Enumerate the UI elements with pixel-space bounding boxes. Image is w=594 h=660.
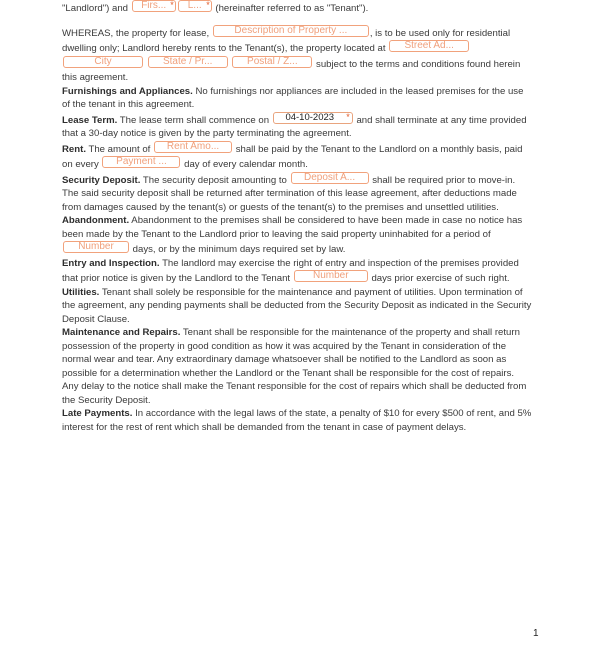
- whereas-text-2: , is to be used only for residential dwelling only; Landlord hereby rents to the Tenant(s), the property located at: [62, 27, 511, 54]
- late-payments-heading: Late Payments.: [62, 408, 133, 419]
- security-deposit-heading: Security Deposit.: [62, 174, 141, 186]
- lease-term-heading: Lease Term.: [62, 114, 118, 126]
- deposit-amount-field[interactable]: Deposit A...: [291, 172, 369, 184]
- utilities-heading: Utilities.: [62, 286, 100, 298]
- entry-inspection-paragraph: [62, 257, 532, 286]
- state-province-field[interactable]: State / Pr...: [148, 56, 228, 68]
- abandonment-days-field[interactable]: Number: [63, 241, 129, 253]
- lease-term-paragraph: [62, 112, 532, 141]
- intro-suffix: (hereinafter referred to as "Tenant").: [215, 3, 369, 14]
- abandonment-text-1: Abandonment to the premises shall be considered to have been made in case no notice has been made by the Tenant to the Landlord prior to leaving the said property uninhabited for a period of: [62, 215, 523, 240]
- maintenance-heading: Maintenance and Repairs.: [62, 327, 181, 338]
- rent-text-2: shall be paid by the Tenant to the Landlord on a monthly basis, paid on every: [62, 143, 523, 170]
- property-description-field[interactable]: Description of Property ...: [213, 25, 369, 37]
- maintenance-text: Tenant shall be responsible for the maintenance of the property and shall return possession of the property in good condition as how it was acquired by the Tenant in consideration of the normal wear and tear. Any extraordinary damage whatsoever shall be notified to the Landlord as soon as possible for a determination whether the Landlord or the Tenant shall be responsible for the cost of repairs. Any delay to the notice shall make the Tenant responsible for the cost of repairs which shall be deducted from the Security Deposit.: [62, 327, 527, 406]
- abandonment-paragraph: [62, 214, 532, 257]
- tenant-last-name-field[interactable]: L... *: [178, 0, 212, 12]
- maintenance-paragraph: [62, 326, 532, 407]
- security-deposit-paragraph: [62, 172, 532, 215]
- whereas-paragraph: [62, 25, 532, 85]
- city-field[interactable]: City: [63, 56, 143, 68]
- entry-inspection-text-1: The landlord may exercise the right of entry and inspection of the premises provided that prior notice is given by the Landlord to the Tenant: [62, 257, 519, 284]
- payment-day-field[interactable]: Payment ...: [102, 156, 180, 168]
- abandonment-text-2: days, or by the minimum days required set by law.: [132, 244, 346, 255]
- furnishings-paragraph: [62, 85, 532, 112]
- whereas-text-1: WHEREAS, the property for lease,: [62, 27, 210, 39]
- entry-inspection-text-2: days prior exercise of such right.: [371, 273, 510, 284]
- postal-zip-field[interactable]: Postal / Z...: [232, 56, 312, 68]
- utilities-paragraph: [62, 286, 532, 327]
- late-payments-paragraph: [62, 407, 532, 434]
- intro-prefix: "Landlord") and: [62, 3, 129, 14]
- tenant-first-name-field[interactable]: Firs... *: [132, 0, 176, 12]
- whereas-text-3: subject to the terms and conditions found herein this agreement.: [62, 58, 521, 83]
- intro-paragraph: [62, 0, 532, 16]
- rent-paragraph: [62, 141, 532, 172]
- rent-amount-field[interactable]: Rent Amo...: [154, 141, 232, 153]
- security-deposit-text-2: shall be required prior to move-in. The said security deposit shall be returned after termination of this lease agreement, after deductions made from damages caused by the tenant(s) or guests of the tenant(s) to the premises and unsettled utilities.: [62, 174, 517, 213]
- page-number: 1: [533, 628, 539, 639]
- rent-heading: Rent.: [62, 143, 86, 155]
- notice-days-field[interactable]: Number: [294, 270, 368, 282]
- entry-inspection-heading: Entry and Inspection.: [62, 257, 160, 269]
- lease-term-text-2: and shall terminate at any time provided that a 30-day notice is given by the party terminating the agreement.: [62, 114, 527, 139]
- rent-text-3: day of every calendar month.: [184, 159, 308, 170]
- utilities-text: Tenant shall solely be responsible for the maintenance and payment of utilities. Upon termination of the agreement, any pending payments shall be deducted from the Security Deposit as indicated in the Security Deposit Clause.: [62, 286, 532, 325]
- late-payments-text: In accordance with the legal laws of the state, a penalty of $10 for every $500 of rent, and 5% interest for the rest of rent which shall be demanded from the tenant in case of payment delays.: [62, 408, 532, 433]
- lease-term-text-1: The lease term shall commence on: [119, 114, 270, 126]
- furnishings-heading: Furnishings and Appliances.: [62, 85, 193, 97]
- security-deposit-text-1: The security deposit amounting to: [142, 174, 287, 186]
- lease-start-date-field[interactable]: 04-10-2023 *: [273, 112, 353, 124]
- rent-text-1: The amount of: [88, 143, 151, 155]
- abandonment-heading: Abandonment.: [62, 215, 130, 226]
- lease-agreement-body: [62, 0, 532, 434]
- street-address-field[interactable]: Street Ad...: [389, 40, 469, 52]
- furnishings-text: No furnishings nor appliances are included in the leased premises for the use of the tenant in this agreement.: [62, 85, 524, 110]
